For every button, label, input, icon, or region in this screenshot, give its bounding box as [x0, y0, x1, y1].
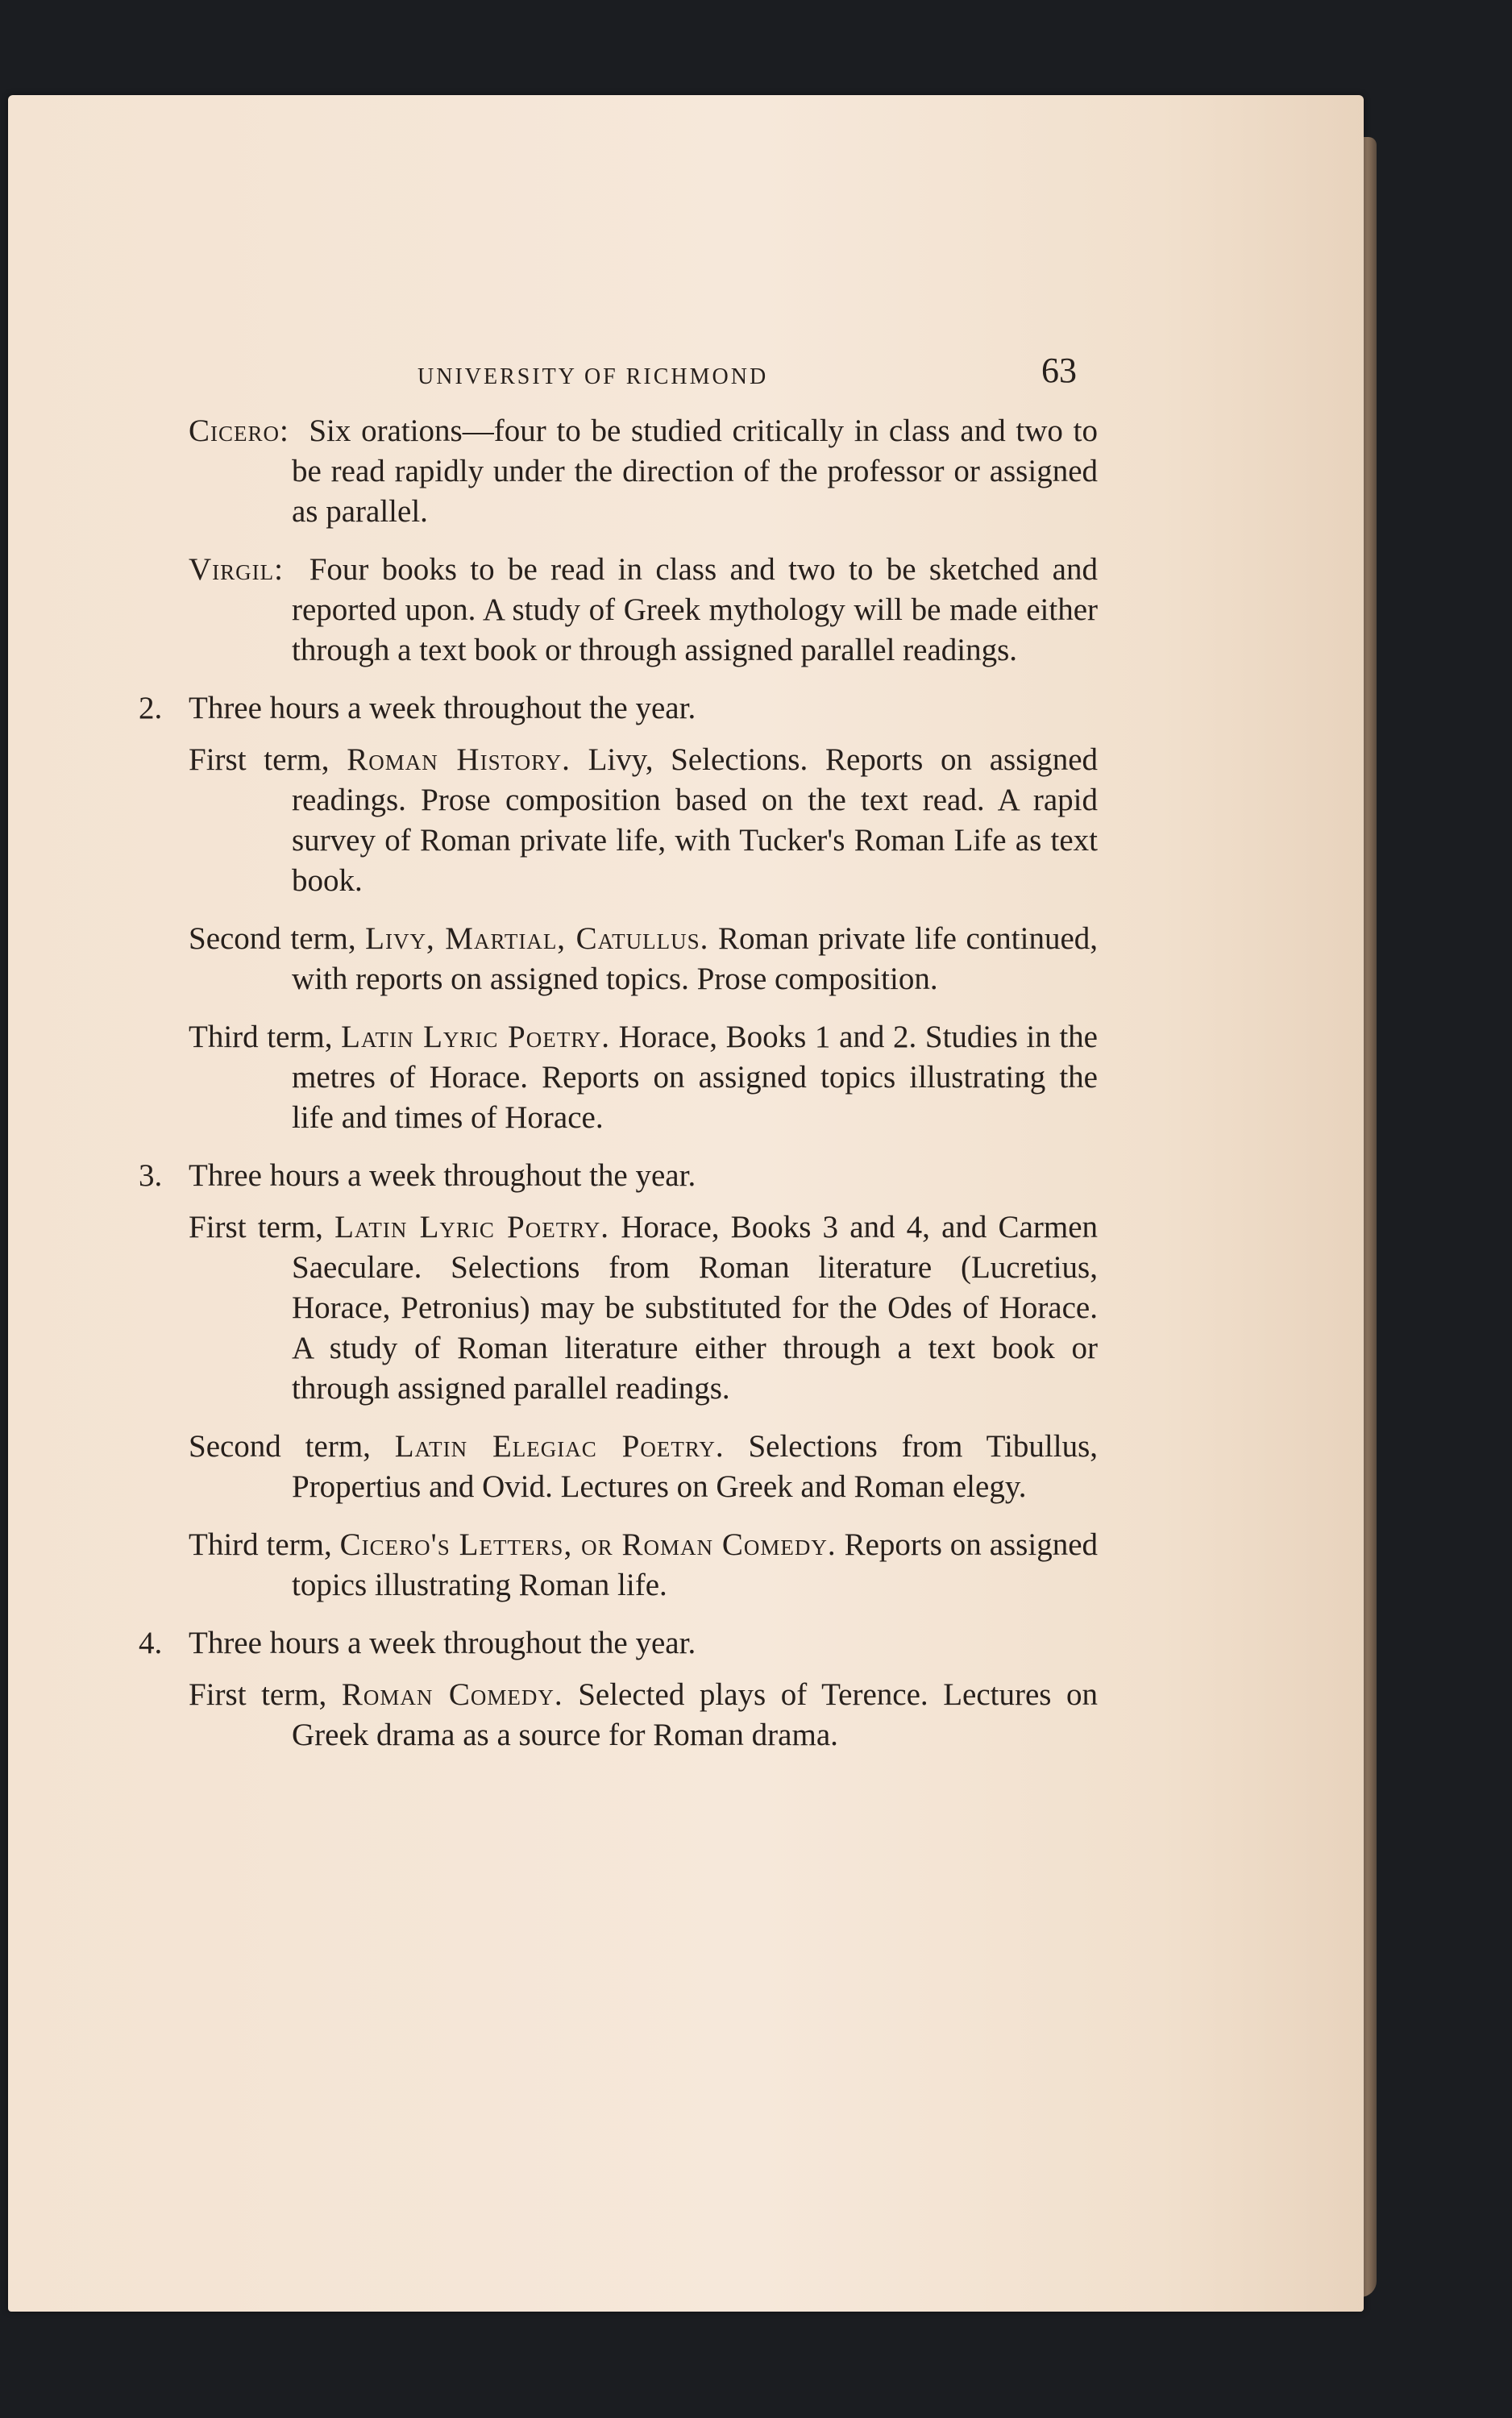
term-prefix: Second term,: [189, 1429, 371, 1464]
term-title: Latin Elegiac Poetry.: [394, 1429, 725, 1464]
cicero-label: Cicero: [189, 413, 280, 448]
term-title: Roman Comedy.: [341, 1677, 563, 1712]
term-title: Latin Lyric Poetry.: [341, 1020, 610, 1054]
course-2-heading-text: Three hours a week throughout the year.: [189, 691, 696, 725]
course-3-heading-text: Three hours a week throughout the year.: [189, 1158, 696, 1193]
term-title: Latin Lyric Poetry.: [334, 1210, 610, 1244]
course-3-term-2: [189, 1427, 1099, 1507]
term-prefix: Second term,: [189, 921, 356, 956]
course-2-heading: [139, 688, 1098, 729]
term-prefix: First term,: [189, 742, 330, 777]
running-head: UNIVERSITY OF RICHMOND: [417, 364, 769, 389]
course-3-term-3: [189, 1525, 1099, 1606]
term-text: Roman private life continued, with reports on assigned topics. Prose composition.: [292, 921, 1099, 996]
page-header: [8, 345, 1364, 401]
term-title: Roman History.: [347, 742, 571, 777]
book-page: [8, 95, 1364, 2312]
course-3-number: 3.: [139, 1158, 163, 1193]
page-number: 63: [1041, 351, 1077, 390]
virgil-text: Four books to be read in class and two to be sketched and reported upon. A study of Greek mythology will be made either through a text book or through assigned parallel readings.: [292, 552, 1098, 667]
course-3-term-1: [189, 1207, 1099, 1409]
course-2-number: 2.: [139, 691, 163, 725]
term-prefix: First term,: [189, 1677, 327, 1712]
term-text: Selected plays of Terence. Lectures on Greek drama as a source for Roman drama.: [292, 1677, 1098, 1752]
term-prefix: First term,: [189, 1210, 323, 1244]
term-prefix: Third term,: [189, 1527, 332, 1562]
course-2-term-3: [189, 1017, 1098, 1138]
course-4-number: 4.: [139, 1626, 163, 1660]
term-text: Selections from Tibullus, Propertius and Ovid. Lectures on Greek and Roman elegy.: [292, 1429, 1099, 1504]
term-text: Reports on assigned topics illustrating Roman life.: [292, 1527, 1099, 1602]
cicero-entry: Cicero: Six orations—four to be studied critically in class and two to be read rapidly under the direction of the professor or assigned as parallel.: [189, 413, 1098, 529]
course-3-heading: [139, 1156, 1098, 1196]
term-text: Livy, Selections. Reports on assigned readings. Prose composition based on the text read. A rapid survey of Roman private life, with Tucker's Roman Life as text book.: [292, 742, 1099, 898]
course-4-heading-text: Three hours a week throughout the year.: [189, 1626, 696, 1660]
term-prefix: Third term,: [189, 1020, 333, 1054]
virgil-entry: Virgil: Four books to be read in class and two to be sketched and reported upon. A study of Greek mythology will be made either through a text book or through assigned parallel readings.: [189, 552, 1098, 667]
term-title: Livy, Martial, Catullus.: [365, 921, 709, 956]
course-4-heading: [139, 1623, 1098, 1664]
course-2-term-2: [189, 919, 1099, 999]
term-text: Horace, Books 1 and 2. Studies in the metres of Horace. Reports on assigned topics illustrating the life and times of Horace.: [292, 1020, 1098, 1135]
virgil-label: Virgil: [189, 552, 275, 587]
course-2-term-1: [189, 740, 1099, 901]
course-4-term-1: [189, 1675, 1098, 1755]
page-body: [8, 411, 1364, 1773]
term-text: Horace, Books 3 and 4, and Carmen Saeculare. Selections from Roman literature (Lucretius, Horace, Petronius) may be substituted for the Odes of Horace. A study of Roman literature either through a text book or through assigned parallel readings.: [292, 1210, 1099, 1406]
term-title: Cicero's Letters, or Roman Comedy.: [339, 1527, 837, 1562]
cicero-text: Six orations—four to be studied critically in class and two to be read rapidly under the direction of the professor or assigned as parallel.: [292, 413, 1098, 529]
